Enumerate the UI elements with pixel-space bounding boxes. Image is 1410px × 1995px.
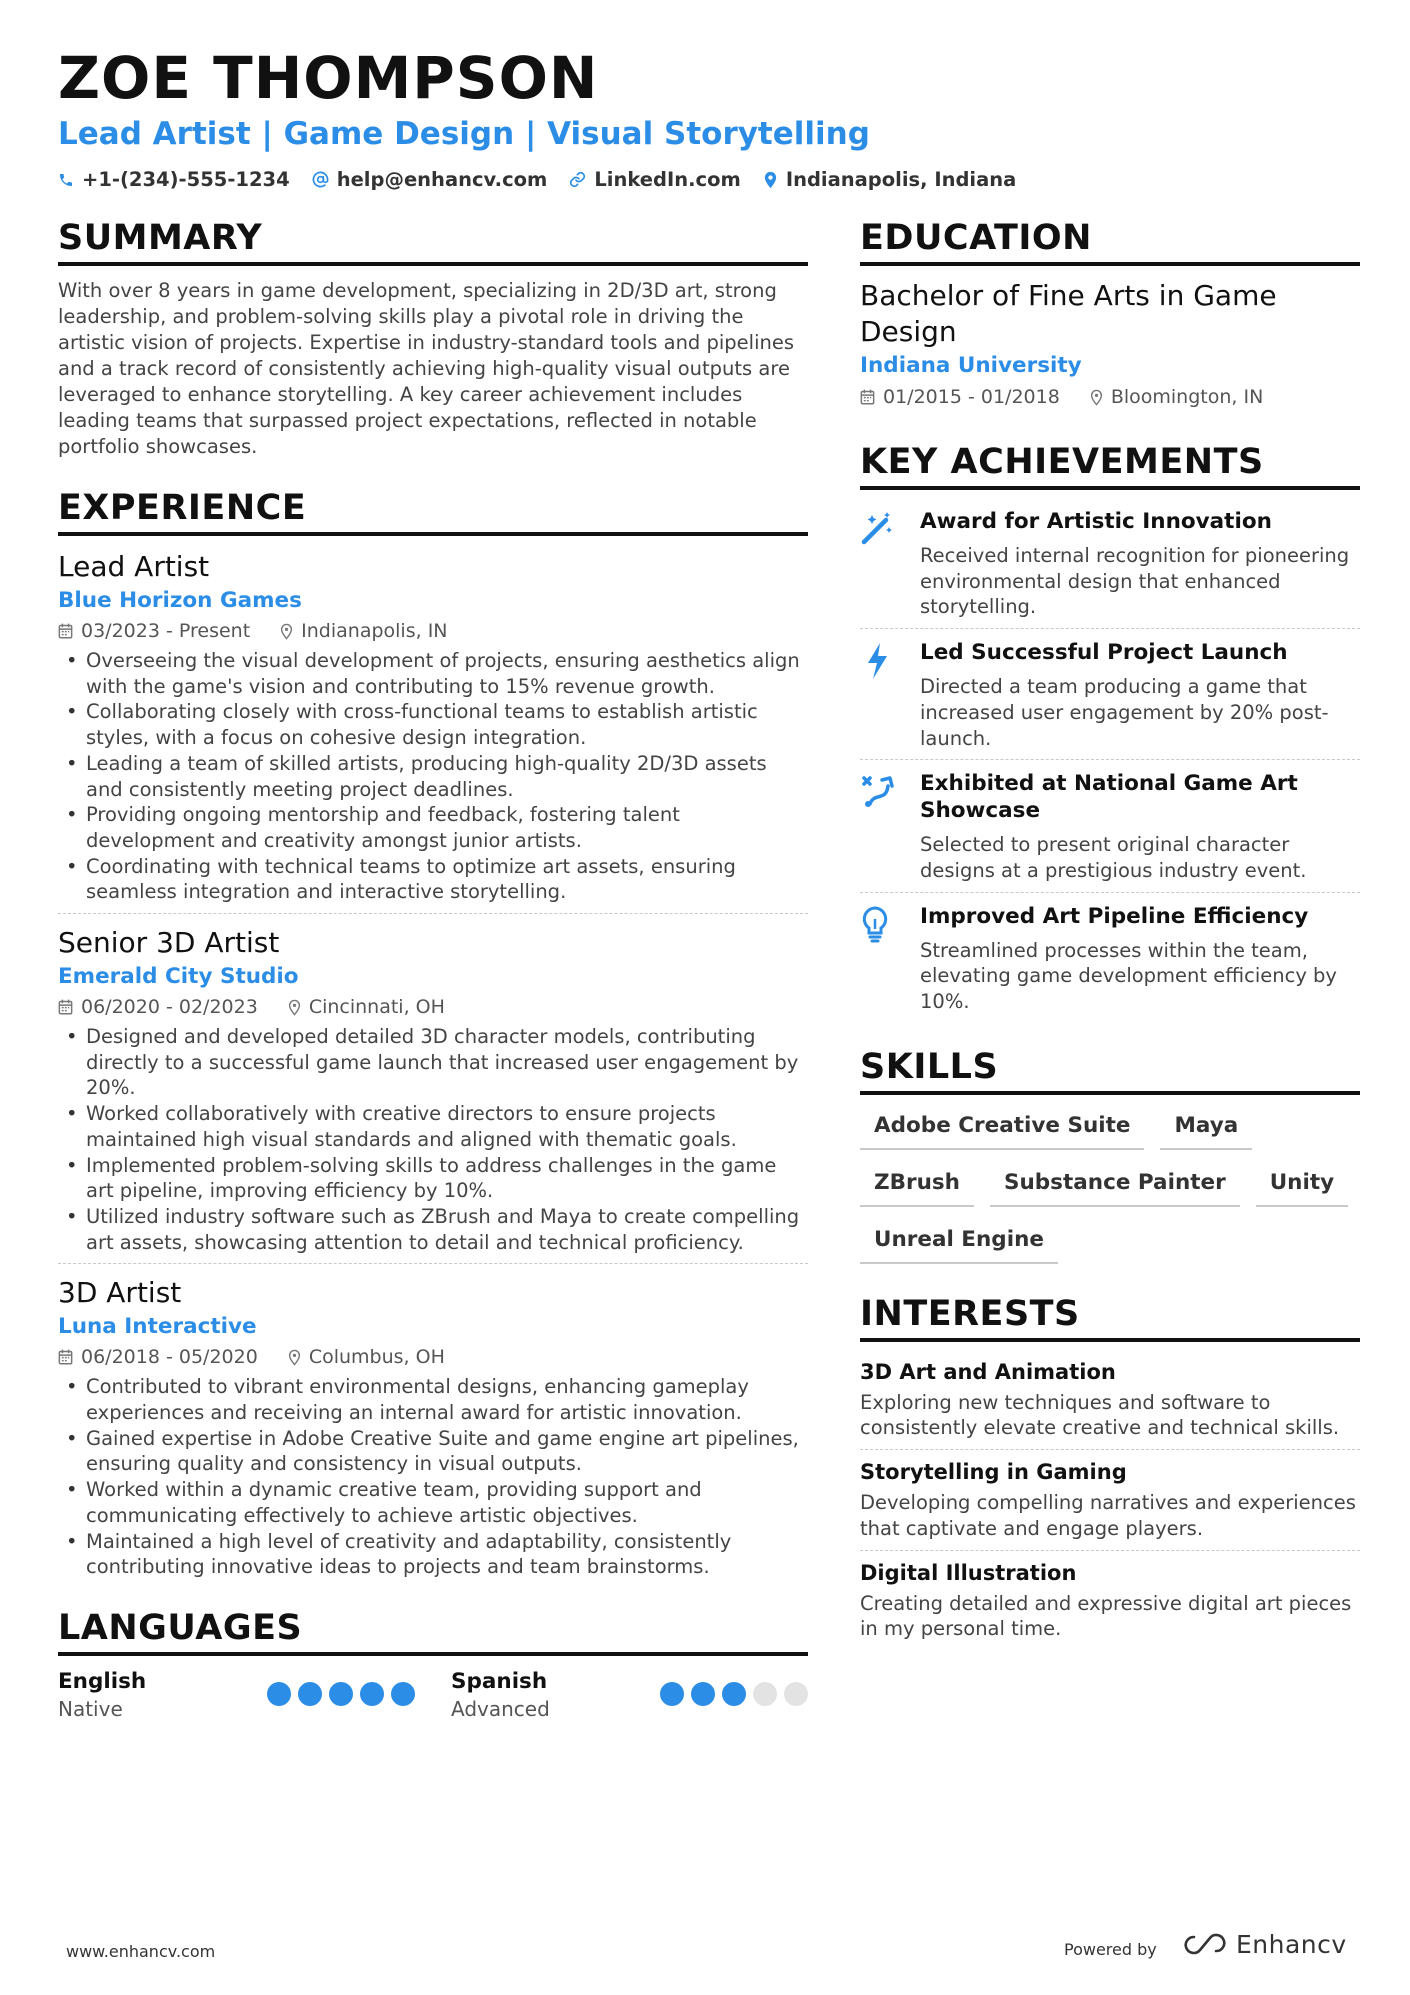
left-column — [58, 218, 808, 1722]
lightning-bolt-icon — [860, 639, 902, 751]
job-location — [280, 616, 447, 646]
experience-section — [58, 488, 808, 1586]
bullet-item: • Designed and developed detailed 3D character models, contributing directly to a successful game launch that increased user engagement by 20%. — [58, 1024, 808, 1101]
interest-item — [860, 1454, 1360, 1550]
contact-bar — [58, 168, 1016, 191]
proficiency-dot-empty — [753, 1682, 777, 1706]
lightbulb-icon — [860, 903, 902, 1015]
skill-tag: Maya — [1160, 1107, 1252, 1150]
proficiency-dot-filled — [267, 1682, 291, 1706]
bullet-item: • Coordinating with technical teams to optimize art assets, ensuring seamless integration and interactive storytelling. — [58, 854, 808, 905]
job-title: Senior 3D Artist — [58, 926, 280, 960]
proficiency-dot-filled — [691, 1682, 715, 1706]
job-location — [288, 992, 445, 1022]
achievement-desc: Directed a team producing a game that increased user engagement by 20% post-launch. — [920, 675, 1329, 750]
bullet-item: • Providing ongoing mentorship and feedback, fostering talent development and creativity amongst junior artists. — [58, 802, 808, 853]
enhancv-logo-icon — [1182, 1933, 1228, 1957]
job-meta — [58, 992, 808, 1022]
summary-heading: SUMMARY — [58, 218, 808, 266]
map-pin-icon — [763, 171, 778, 189]
job-entry — [58, 548, 808, 914]
contact-location — [763, 168, 1017, 191]
job-meta — [58, 1342, 808, 1372]
languages-section — [58, 1608, 808, 1722]
bullet-item: • Utilized industry software such as ZBrush and Maya to create compelling art assets, showcasing attention to detail and technical proficiency. — [58, 1204, 808, 1255]
interests-section — [860, 1294, 1360, 1650]
skill-tag: Adobe Creative Suite — [860, 1107, 1144, 1150]
skills-section — [860, 1047, 1360, 1264]
calendar-icon — [58, 999, 73, 1015]
link-icon — [569, 171, 586, 188]
proficiency-dot-empty — [784, 1682, 808, 1706]
achievement-item — [860, 502, 1360, 629]
interest-item — [860, 1555, 1360, 1650]
job-title: 3D Artist — [58, 1276, 182, 1310]
headline: Lead Artist | Game Design | Visual Storytelling — [58, 116, 870, 152]
proficiency-dots — [267, 1682, 415, 1722]
education-dates — [860, 382, 1060, 412]
company-name: Blue Horizon Games — [58, 588, 302, 613]
skills-heading: SKILLS — [860, 1047, 1360, 1095]
achievement-title: Exhibited at National Game Art Showcase — [920, 771, 1298, 824]
achievement-desc: Selected to present original character designs at a prestigious industry event. — [920, 833, 1307, 882]
experience-heading: EXPERIENCE — [58, 488, 808, 536]
languages-heading: LANGUAGES — [58, 1608, 808, 1656]
bullet-item: • Gained expertise in Adobe Creative Suite and game engine art pipelines, ensuring quality and consistency in visual outputs. — [58, 1426, 808, 1477]
achievement-title: Improved Art Pipeline Efficiency — [920, 903, 1309, 929]
language-item — [451, 1668, 808, 1722]
job-title: Lead Artist — [58, 550, 210, 583]
languages-list — [58, 1668, 808, 1722]
job-dates — [58, 992, 258, 1022]
contact-linkedin[interactable] — [569, 168, 740, 191]
achievement-title: Award for Artistic Innovation — [920, 509, 1272, 534]
proficiency-dot-filled — [298, 1682, 322, 1706]
skills-list — [860, 1107, 1360, 1264]
bullet-item: • Collaborating closely with cross-functional teams to establish artistic styles, with a focus on cohesive design integration. — [58, 699, 808, 750]
company-name: Luna Interactive — [58, 1314, 257, 1340]
calendar-icon — [58, 1349, 73, 1365]
job-location-text: Columbus, OH — [308, 1346, 445, 1369]
company-name: Emerald City Studio — [58, 964, 299, 990]
job-entry — [58, 924, 808, 1264]
achievements-section — [860, 442, 1360, 1023]
right-column — [860, 218, 1360, 1650]
achievement-desc: Streamlined processes within the team, elevating game development efficiency by 10%. — [920, 938, 1337, 1014]
achievement-item — [860, 764, 1360, 892]
skill-tag: Unity — [1256, 1164, 1348, 1207]
achievement-item — [860, 897, 1360, 1023]
language-name: Spanish — [451, 1668, 548, 1694]
job-bullets — [58, 1024, 808, 1255]
interest-title: Digital Illustration — [860, 1560, 1077, 1585]
bullet-item: • Maintained a high level of creativity and adaptability, consistently contributing innovative ideas to projects and team brainstorms. — [58, 1529, 808, 1580]
calendar-icon — [860, 389, 875, 405]
language-item — [58, 1668, 415, 1722]
at-sign-icon — [312, 171, 329, 188]
phone-icon — [58, 172, 74, 188]
enhancv-logo[interactable] — [1182, 1930, 1347, 1959]
email-text: help@enhancv.com — [336, 168, 548, 191]
proficiency-dot-filled — [722, 1682, 746, 1706]
footer-powered-by: Powered by — [1064, 1940, 1157, 1959]
language-level: Native — [58, 1696, 123, 1721]
job-location — [288, 1342, 445, 1372]
magic-wand-icon — [860, 508, 902, 620]
candidate-name: ZOE THOMPSON — [58, 44, 599, 112]
calendar-icon — [58, 623, 73, 639]
interest-desc: Exploring new techniques and software to consistently elevate creative and technical skills. — [860, 1390, 1340, 1440]
proficiency-dot-filled — [660, 1682, 684, 1706]
map-pin-icon — [288, 999, 301, 1016]
contact-phone[interactable] — [58, 168, 290, 191]
bullet-item: • Leading a team of skilled artists, producing high-quality 2D/3D assets and consistently meeting project deadlines. — [58, 751, 808, 802]
bullet-item: • Implemented problem-solving skills to address challenges in the game art pipeline, improving efficiency by 10%. — [58, 1153, 808, 1204]
interest-desc: Developing compelling narratives and experiences that captivate and engage players. — [860, 1491, 1356, 1540]
job-location-text: Indianapolis, IN — [301, 620, 448, 642]
route-icon — [860, 770, 902, 883]
footer-website-link[interactable]: www.enhancv.com — [66, 1942, 216, 1961]
interest-item — [860, 1354, 1360, 1450]
job-dates — [58, 1342, 258, 1372]
education-location — [1090, 382, 1263, 412]
bullet-item: • Worked within a dynamic creative team, providing support and communicating effectively to achieve artistic objectives. — [58, 1477, 808, 1528]
bullet-item: • Overseeing the visual development of projects, ensuring aesthetics align with the game's vision and contributing to 15% revenue growth. — [58, 648, 808, 699]
achievement-item — [860, 633, 1360, 760]
job-location-text: Cincinnati, OH — [308, 996, 445, 1019]
summary-section — [58, 218, 808, 460]
job-meta — [58, 616, 808, 646]
language-level: Advanced — [451, 1696, 550, 1721]
proficiency-dot-filled — [329, 1682, 353, 1706]
map-pin-icon — [288, 1349, 301, 1366]
school-name: Indiana University — [860, 353, 1082, 378]
job-dates-text: 06/2018 - 05/2020 — [81, 1346, 258, 1369]
map-pin-icon — [280, 623, 293, 640]
contact-email[interactable] — [312, 168, 548, 191]
job-bullets — [58, 1374, 808, 1580]
job-entry — [58, 1274, 808, 1586]
job-dates-text: 06/2020 - 02/2023 — [81, 996, 258, 1019]
degree-title: Bachelor of Fine Arts in Game Design — [860, 279, 1277, 348]
job-dates-text: 03/2023 - Present — [81, 620, 251, 642]
proficiency-dots — [660, 1682, 808, 1722]
phone-text: +1-(234)-555-1234 — [82, 168, 290, 191]
proficiency-dot-filled — [360, 1682, 384, 1706]
achievements-heading: KEY ACHIEVEMENTS — [860, 442, 1360, 490]
enhancv-brand-text: Enhancv — [1236, 1930, 1347, 1959]
linkedin-text: LinkedIn.com — [594, 168, 741, 191]
skill-tag: ZBrush — [860, 1164, 974, 1207]
education-section — [860, 218, 1360, 412]
skill-tag: Unreal Engine — [860, 1221, 1058, 1264]
achievement-desc: Received internal recognition for pioneering environmental design that enhanced storytelling. — [920, 544, 1350, 619]
interest-desc: Creating detailed and expressive digital art pieces in my personal time. — [860, 1591, 1352, 1641]
bullet-item: • Worked collaboratively with creative directors to ensure projects maintained high visual standards and aligned with thematic goals. — [58, 1101, 808, 1152]
job-dates — [58, 616, 250, 646]
bullet-item: • Contributed to vibrant environmental designs, enhancing gameplay experiences and receiving an internal award for artistic innovation. — [58, 1374, 808, 1425]
interest-title: Storytelling in Gaming — [860, 1460, 1127, 1485]
job-bullets — [58, 648, 808, 905]
proficiency-dot-filled — [391, 1682, 415, 1706]
location-text: Indianapolis, Indiana — [785, 168, 1017, 191]
language-name: English — [58, 1668, 147, 1694]
education-meta — [860, 382, 1360, 412]
skill-tag: Substance Painter — [990, 1164, 1240, 1207]
summary-text: With over 8 years in game development, specializing in 2D/3D art, strong leadership, and problem-solving skills play a pivotal role in driving the artistic vision of projects. Expertise in industry-standard tools and pipelines and a track record of consistently achieving high-quality visual outputs are leveraged to enhance storytelling. A key career achievement includes leading teams that surpassed project expectations, reflected in notable portfolio showcases. — [58, 279, 795, 458]
achievement-title: Led Successful Project Launch — [920, 640, 1288, 666]
education-location-text: Bloomington, IN — [1110, 386, 1264, 408]
education-dates-text: 01/2015 - 01/2018 — [883, 386, 1060, 408]
interest-title: 3D Art and Animation — [860, 1359, 1116, 1384]
interests-heading: INTERESTS — [860, 1294, 1360, 1342]
map-pin-icon — [1090, 389, 1103, 406]
education-heading: EDUCATION — [860, 218, 1360, 266]
